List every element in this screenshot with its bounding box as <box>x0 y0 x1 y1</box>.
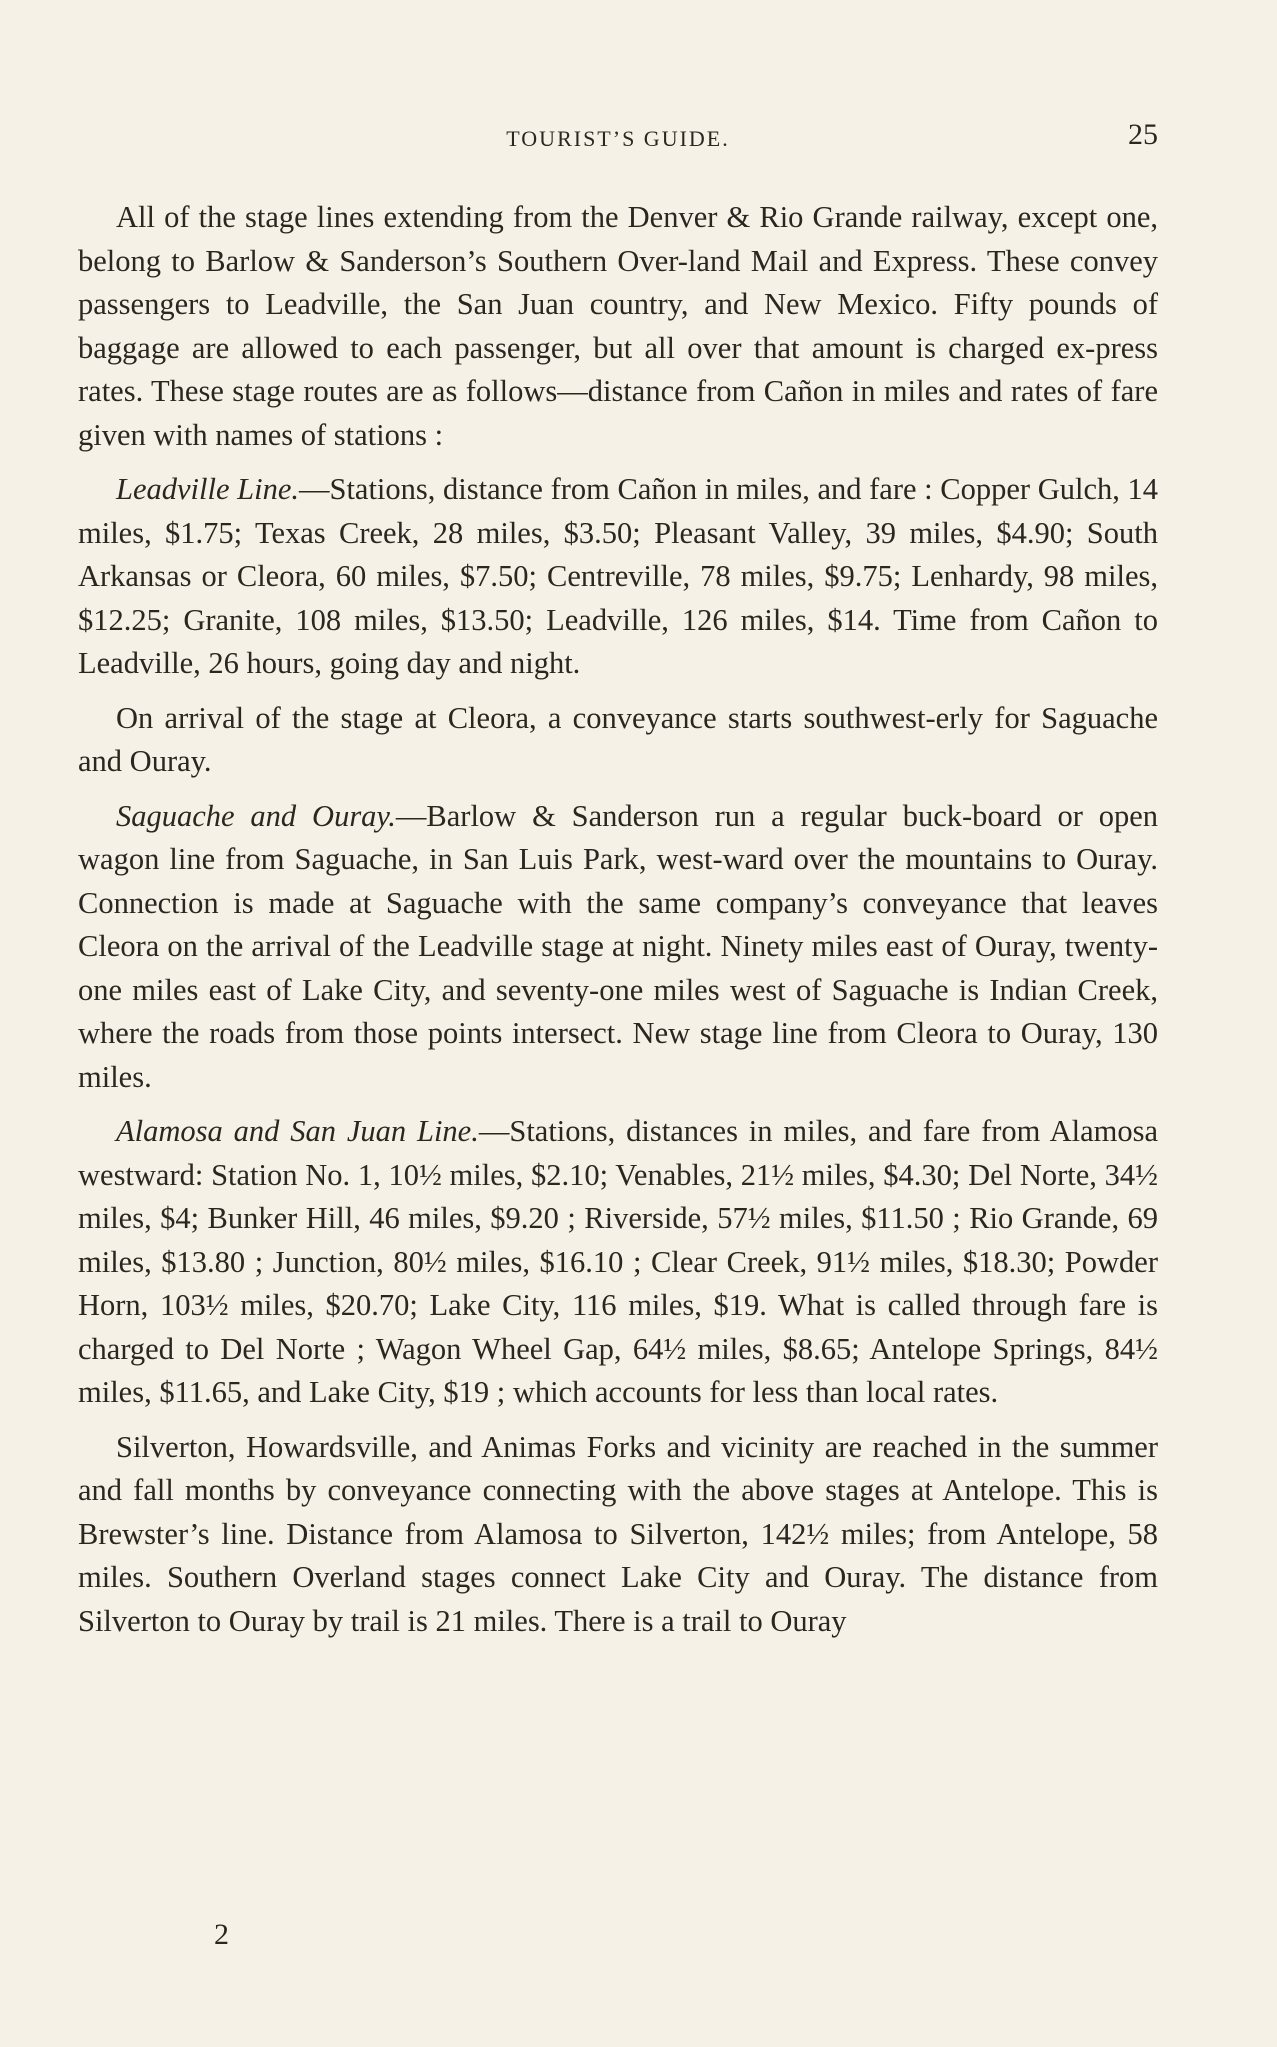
paragraph-text: Silverton, Howardsville, and Animas Forks and vicinity are reached in the summer and fall months by conveyance connecting with the above stages at Antelope. This is Brewster’s line. Distance from Alamosa to Silverton, 142½ miles; from Antelope, 58 miles. Southern Overland stages connect Lake City and Ouray. The distance from Silverton to Ouray by trail is 21 miles. There is a trail to Ouray <box>78 1429 1158 1638</box>
paragraph-saguache-ouray <box>78 795 1158 1100</box>
paragraph-silverton <box>78 1426 1158 1644</box>
paragraph-text: All of the stage lines extending from the Denver & Rio Grande railway, except one, belong to Barlow & Sanderson’s Southern Over-land Mail and Express. These convey passengers to Leadville, the San Juan country, and New Mexico. Fifty pounds of baggage are allowed to each passenger, but all over that amount is charged ex-press rates. These stage routes are as follows—distance from Cañon in miles and rates of fare given with names of stations : <box>78 200 1158 452</box>
paragraph-leadville-line <box>78 468 1158 686</box>
paragraph-text: —Stations, distances in miles, and fare from Alamosa westward: Station No. 1, 10½ miles, $2.10; Venables, 21½ miles, $4.30; Del Norte, 34½ miles, $4; Bunker Hill, 46 miles, $9.20 ; Riverside, 57½ miles, $11.50 ; Rio Grande, 69 miles, $13.80 ; Junction, 80½ miles, $16.10 ; Clear Creek, 91½ miles, $18.30; Powder Horn, 103½ miles, $20.70; Lake City, 116 miles, $19. What is called through fare is charged to Del Norte ; Wagon Wheel Gap, 64½ miles, $8.65; Antelope Springs, 84½ miles, $11.65, and Lake City, $19 ; which accounts for less than local rates. <box>78 1114 1159 1409</box>
paragraph-text: On arrival of the stage at Cleora, a conveyance starts southwest-erly for Saguache and Ouray. <box>78 700 1158 778</box>
paragraph-text: —Stations, distance from Cañon in miles, and fare : Copper Gulch, 14 miles, $1.75; Texas Creek, 28 miles, $3.50; Pleasant Valley, 39 miles, $4.90; South Arkansas or Cleora, 60 miles, $7.50; Centreville, 78 miles, $9.75; Lenhardy, 98 miles, $12.25; Granite, 108 miles, $13.50; Leadville, 126 miles, $14. Time from Cañon to Leadville, 26 hours, going day and night. <box>78 472 1158 680</box>
running-head-title: TOURIST’S GUIDE. <box>506 126 730 151</box>
section-lead-alamosa: Alamosa and San Juan Line. <box>116 1114 479 1148</box>
body-text <box>78 196 1158 1654</box>
paragraph-alamosa-san-juan <box>78 1110 1158 1415</box>
running-head <box>78 118 1158 158</box>
section-lead-saguache: Saguache and Ouray. <box>116 798 396 833</box>
section-lead-leadville: Leadville Line. <box>116 472 299 506</box>
paragraph-text: —Barlow & Sanderson run a regular buck-board or open wagon line from Saguache, in San Luis Park, west-ward over the mountains to Ouray. Connection is made at Saguache with the same company’s conveyance that leaves Cleora on the arrival of the Leadville stage at night. Ninety miles east of Ouray, twenty-one miles east of Lake City, and seventy-one miles west of Saguache is Indian Creek, where the roads from those points intersect. New stage line from Cleora to Ouray, 130 miles. <box>78 798 1158 1094</box>
paragraph-stage-lines <box>78 196 1158 457</box>
paragraph-cleora-arrival <box>78 697 1158 784</box>
signature-mark: 2 <box>214 1918 229 1951</box>
page-number: 25 <box>1128 118 1158 151</box>
